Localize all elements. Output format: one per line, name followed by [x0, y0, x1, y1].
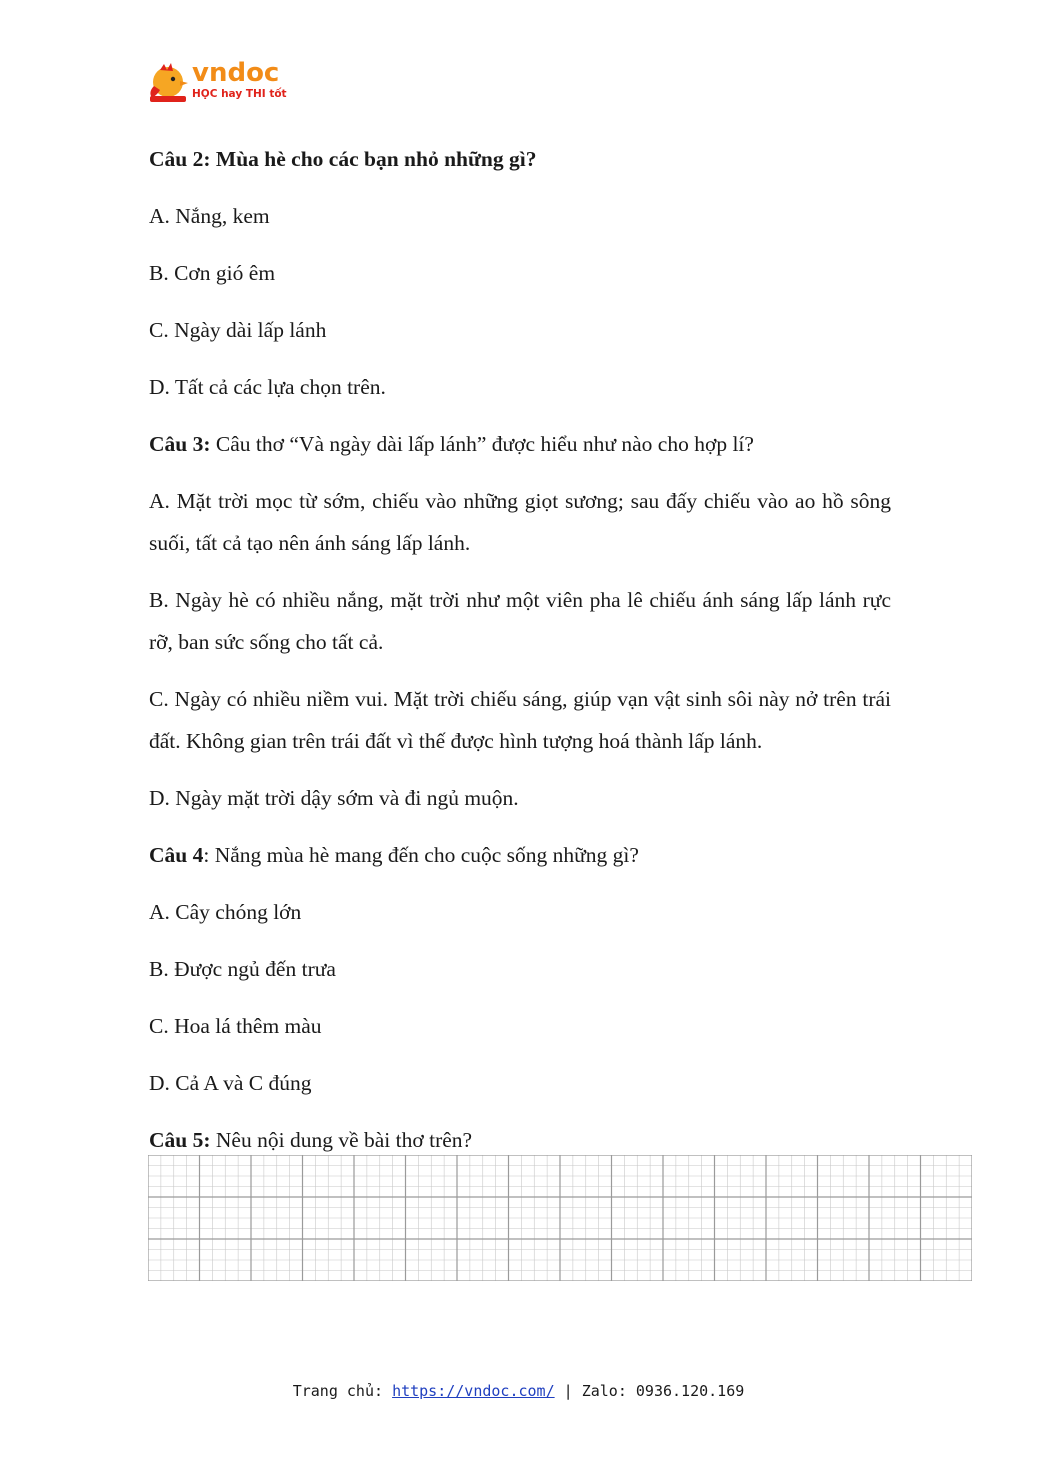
footer-home-link[interactable]: https://vndoc.com/ [392, 1382, 555, 1400]
answer-option: C. Ngày dài lấp lánh [149, 318, 327, 342]
answer-option: A. Nắng, kem [149, 204, 270, 228]
question-text: Câu thơ “Và ngày dài lấp lánh” được hiểu như nào cho hợp lí? [210, 432, 754, 456]
logo-tagline: HỌC hay THI tốt [192, 88, 287, 100]
answer-option: D. Tất cả các lựa chọn trên. [149, 375, 386, 399]
logo-wordmark: vndoc [192, 58, 280, 88]
question-label: Câu 3: [149, 432, 211, 456]
answer-option: D. Ngày mặt trời dậy sớm và đi ngủ muộn. [149, 786, 519, 810]
answer-option: B. Cơn gió êm [149, 261, 276, 285]
answer-option: B. Ngày hè có nhiều nắng, mặt trời như một viên pha lê chiếu ánh sáng lấp lánh rực rỡ, ban sức sống cho tất cả. [149, 588, 891, 654]
question-2 [149, 138, 891, 408]
answer-option: C. Hoa lá thêm màu [149, 1014, 322, 1038]
question-text: Mùa hè cho các bạn nhỏ những gì? [210, 147, 537, 171]
footer-home-label: Trang chủ: [292, 1382, 393, 1400]
answer-option: A. Mặt trời mọc từ sớm, chiếu vào những giọt sương; sau đấy chiếu vào ao hồ sông suối, tất cả tạo nên ánh sáng lấp lánh. [149, 489, 891, 555]
question-text: : Nắng mùa hè mang đến cho cuộc sống những gì? [203, 843, 639, 867]
answer-option: B. Được ngủ đến trưa [149, 957, 336, 981]
vndoc-logo[interactable] [146, 60, 286, 108]
question-label: Câu 5: [149, 1128, 211, 1152]
question-list [149, 138, 891, 1176]
footer-separator: | [554, 1382, 582, 1400]
answer-option: D. Cả A và C đúng [149, 1071, 312, 1095]
question-title [149, 138, 891, 180]
answer-option: A. Cây chóng lớn [149, 900, 302, 924]
footer-zalo: Zalo: 0936.120.169 [581, 1382, 745, 1400]
question-title [149, 834, 891, 876]
question-4 [149, 834, 891, 1104]
question-label: Câu 2: [149, 147, 211, 171]
handwriting-answer-grid[interactable] [148, 1155, 972, 1281]
question-title [149, 423, 891, 465]
question-label: Câu 4 [149, 843, 204, 867]
question-text: Nêu nội dung về bài thơ trên? [210, 1128, 473, 1152]
rooster-mascot-icon [146, 62, 190, 104]
page-footer [0, 1382, 1037, 1400]
answer-option: C. Ngày có nhiều niềm vui. Mặt trời chiếu sáng, giúp vạn vật sinh sôi này nở trên trái đất. Không gian trên trái đất vì thế được hình tượng hoá thành lấp lánh. [149, 687, 891, 753]
question-3 [149, 423, 891, 819]
